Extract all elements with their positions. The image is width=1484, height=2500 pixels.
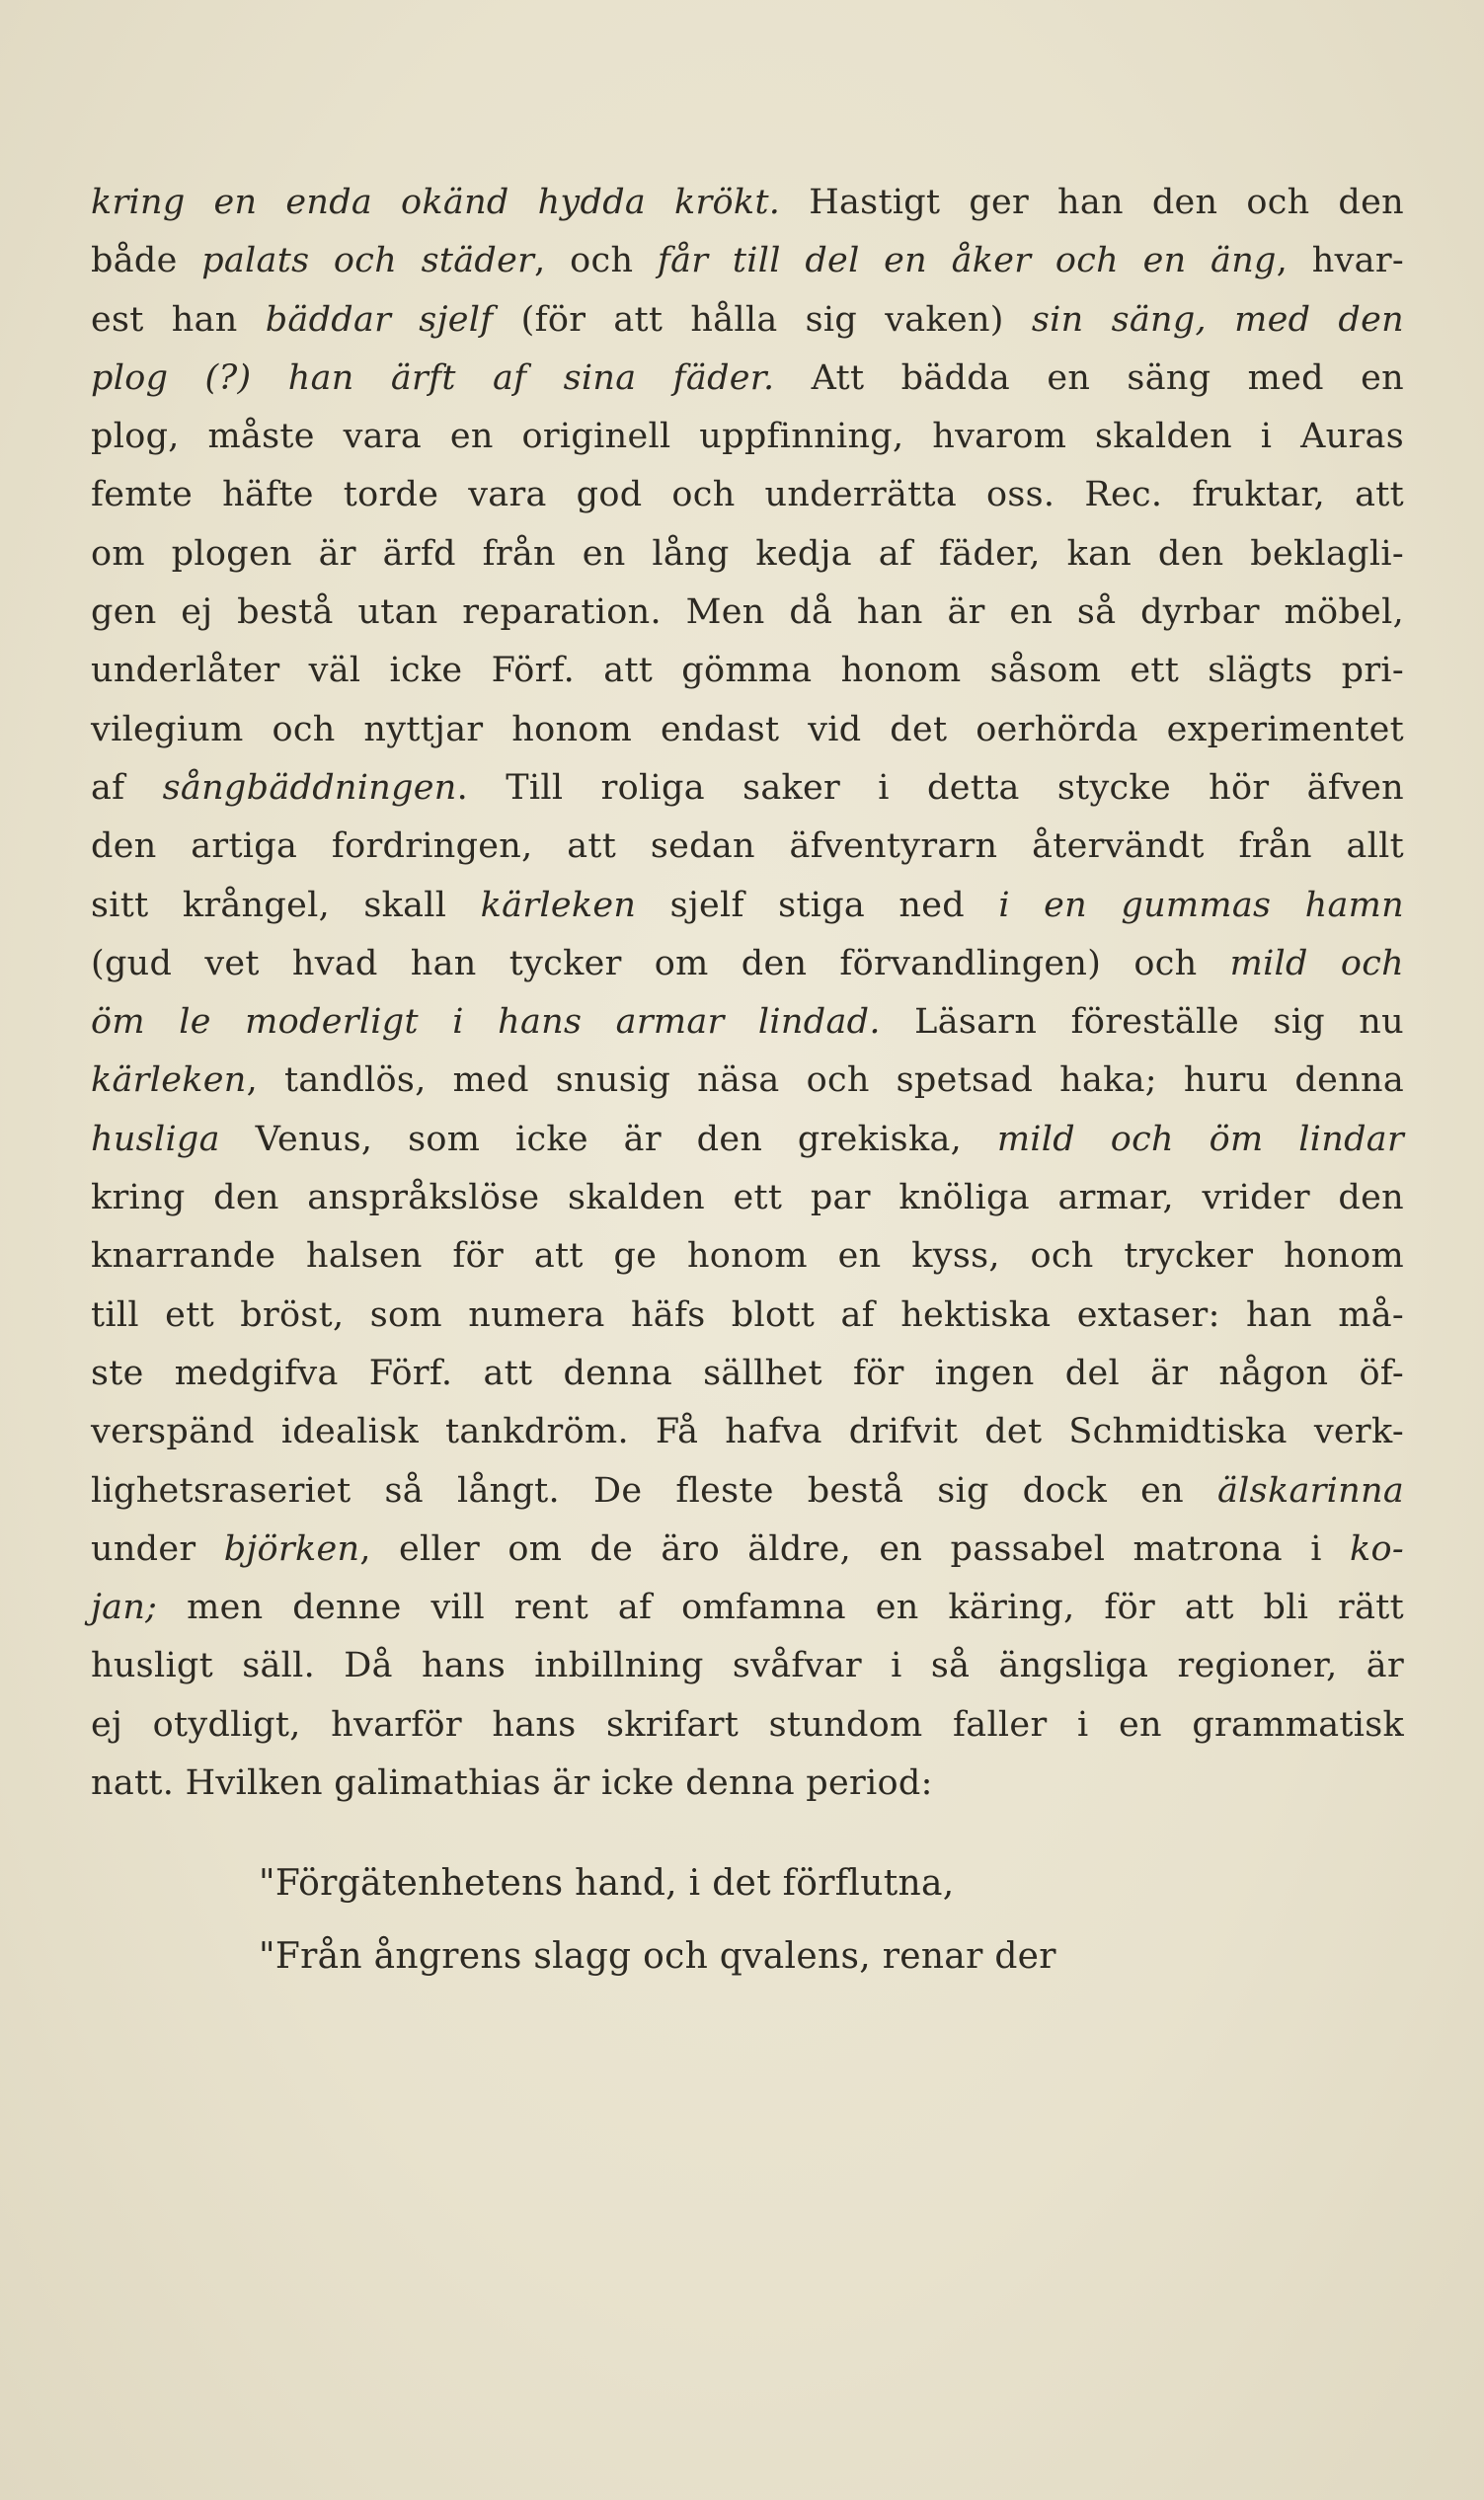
body-text bbox=[91, 174, 1404, 1813]
roman-text: , och bbox=[534, 241, 658, 281]
text-line bbox=[91, 466, 1404, 524]
roman-text: . Till roliga saker i detta stycke hör äfven bbox=[456, 767, 1404, 808]
italic-text: husliga bbox=[91, 1119, 220, 1159]
italic-text: ko- bbox=[1349, 1528, 1404, 1569]
roman-text: knarrande halsen för att ge honom en kyss, och trycker honom bbox=[91, 1236, 1404, 1277]
roman-text: men denne vill rent af omfamna en käring, för att bli rätt bbox=[157, 1588, 1404, 1628]
roman-text: vilegium och nyttjar honom endast vid det oerhörda experimentet bbox=[91, 709, 1404, 749]
roman-text: , hvar- bbox=[1276, 241, 1404, 281]
roman-text: (för att hålla sig vaken) bbox=[493, 299, 1032, 340]
roman-text: husligt säll. Då hans inbillning svåfvar i så ängsliga regioner, är bbox=[91, 1646, 1404, 1686]
italic-text: björken bbox=[223, 1528, 360, 1569]
roman-text: sjelf stiga ned bbox=[636, 885, 999, 925]
text-line bbox=[91, 291, 1404, 350]
roman-text: ej otydligt, hvarför hans skrifart stundom faller i en grammatisk bbox=[91, 1704, 1404, 1745]
text-line bbox=[91, 232, 1404, 290]
roman-text: både bbox=[91, 241, 202, 281]
italic-text: sin säng, med den bbox=[1031, 299, 1404, 340]
text-line bbox=[91, 174, 1404, 232]
roman-text: gen ej bestå utan reparation. Men då han är en så dyrbar möbel, bbox=[91, 592, 1404, 633]
text-line bbox=[91, 1637, 1404, 1695]
roman-text: plog, måste vara en originell uppfinning, hvarom skalden i Auras bbox=[91, 417, 1404, 457]
roman-text: , eller om de äro äldre, en passabel matrona i bbox=[359, 1528, 1350, 1569]
text-line bbox=[91, 642, 1404, 700]
italic-text: i en gummas hamn bbox=[998, 885, 1404, 925]
roman-text: under bbox=[91, 1528, 224, 1569]
verse-text: "Förgätenhetens hand, i det förflutna, bbox=[259, 1863, 955, 1904]
roman-text: Läsarn föreställe sig nu bbox=[880, 1002, 1404, 1043]
text-line bbox=[91, 1403, 1404, 1461]
roman-text: den artiga fordringen, att sedan äfventyrarn återvändt från allt bbox=[91, 826, 1404, 867]
roman-text: Venus, som icke är den grekiska, bbox=[219, 1119, 997, 1159]
text-line bbox=[91, 1227, 1404, 1286]
roman-text: om plogen är ärfd från en lång kedja af fäder, kan den beklagli- bbox=[91, 533, 1404, 574]
roman-text: kring den anspråkslöse skalden ett par knöliga armar, vrider den bbox=[91, 1178, 1404, 1218]
italic-text: bäddar sjelf bbox=[265, 299, 494, 340]
text-line bbox=[91, 1111, 1404, 1169]
text-line bbox=[91, 935, 1404, 993]
italic-text: mild och öm lindar bbox=[996, 1119, 1404, 1159]
text-line bbox=[91, 1052, 1404, 1110]
roman-text: underlåter väl icke Förf. att gömma honom såsom ett slägts pri- bbox=[91, 651, 1404, 691]
text-line bbox=[91, 1579, 1404, 1637]
italic-text: sångbäddningen bbox=[162, 767, 457, 808]
text-line bbox=[91, 350, 1404, 408]
italic-text: får till del en åker och en äng bbox=[657, 241, 1277, 281]
text-line bbox=[91, 1521, 1404, 1579]
verse-line-2 bbox=[259, 1917, 1147, 1996]
roman-text: Hastigt ger han den och den bbox=[780, 183, 1404, 222]
roman-text: lighetsraseriet så långt. De fleste bestå sig dock en bbox=[91, 1470, 1218, 1511]
text-line bbox=[91, 877, 1404, 935]
roman-text: verspänd idealisk tankdröm. Få hafva drifvit det Schmidtiska verk- bbox=[91, 1412, 1404, 1452]
verse-line-1 bbox=[259, 1844, 1147, 1923]
roman-text: sitt krångel, skall bbox=[91, 885, 481, 925]
italic-text: plog (?) han ärft af sina fäder. bbox=[91, 357, 775, 398]
text-line bbox=[91, 1462, 1404, 1521]
italic-text: öm le moderligt i hans armar lindad. bbox=[91, 1002, 881, 1043]
roman-text: natt. Hvilken galimathias är icke denna period: bbox=[91, 1763, 933, 1804]
text-line bbox=[91, 525, 1404, 584]
text-line bbox=[91, 584, 1404, 642]
roman-text: Att bädda en säng med en bbox=[774, 357, 1404, 398]
roman-text: est han bbox=[91, 299, 266, 340]
text-line bbox=[91, 1696, 1404, 1755]
text-line bbox=[91, 1755, 1404, 1813]
roman-text: till ett bröst, som numera häfs blott af hektiska extaser: han må- bbox=[91, 1294, 1404, 1335]
roman-text: (gud vet hvad han tycker om den förvandlingen) och bbox=[91, 943, 1230, 983]
roman-text: femte häfte torde vara god och underrätta oss. Rec. fruktar, att bbox=[91, 475, 1404, 515]
text-line bbox=[91, 993, 1404, 1052]
text-line bbox=[91, 1169, 1404, 1227]
roman-text: af bbox=[91, 767, 163, 808]
roman-text: ste medgifva Förf. att denna sällhet för ingen del är någon öf- bbox=[91, 1353, 1404, 1393]
text-line bbox=[91, 1345, 1404, 1403]
text-line bbox=[91, 1287, 1404, 1345]
italic-text: palats och städer bbox=[201, 241, 535, 281]
italic-text: älskarinna bbox=[1217, 1470, 1404, 1511]
text-line bbox=[91, 759, 1404, 818]
roman-text: , tandlös, med snusig näsa och spetsad haka; huru denna bbox=[246, 1060, 1404, 1101]
verse-text: "Från ångrens slagg och qvalens, renar der bbox=[259, 1936, 1056, 1977]
italic-text: kärleken bbox=[91, 1060, 247, 1101]
italic-text: kärleken bbox=[480, 885, 637, 925]
italic-text: kring en enda okänd hydda krökt. bbox=[91, 183, 781, 222]
text-line bbox=[91, 818, 1404, 876]
text-line bbox=[91, 408, 1404, 466]
italic-text: jan; bbox=[91, 1588, 158, 1628]
italic-text: mild och bbox=[1229, 943, 1404, 983]
text-line bbox=[91, 701, 1404, 759]
